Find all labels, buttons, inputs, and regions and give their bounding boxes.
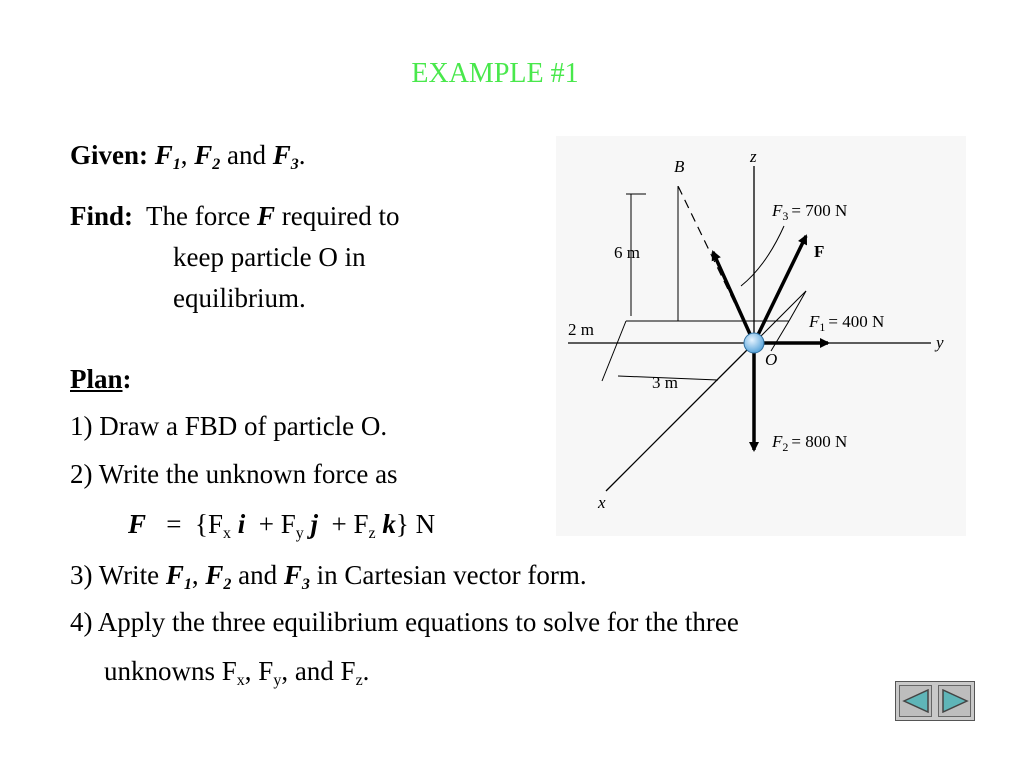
given-and: and [227,140,267,170]
given-f1: $F_1$ [154,140,181,173]
given-line: Given: $F_1$, $F_2$ and $F_3$. [70,140,306,173]
previous-slide-button[interactable] [899,685,932,717]
label-f2: $F_2 = 800$ N [772,432,848,454]
force-equation: F = {$F_x$ $i + F_y$ $j + F_z$ k} N [128,509,436,542]
construction-line [602,321,626,381]
label-o: O [765,350,778,369]
slide-navigation [895,681,975,721]
label-f: F [814,242,825,261]
plan-heading: Plan: [70,364,132,394]
triangle-right-icon [941,689,969,713]
label-z: z [750,147,757,166]
plan-step-2: 2) Write the unknown force as [70,459,398,489]
plan-step-4-line-2: unknowns $F_x$, $F_y$, and $F_z$. [104,656,370,689]
label-6m: 6 m [614,243,640,262]
given-f2: $F_2$ [194,140,221,173]
find-line-1: Find: The force F required to [70,201,400,231]
label-b: B [674,157,685,176]
plan-step-4-line-1: 4) Apply the three equilibrium equations to solve for the three [70,607,739,637]
plan-step-1: 1) Draw a FBD of particle O. [70,411,388,441]
force-f-arrow [754,236,806,343]
triangle-left-icon [902,689,930,713]
given-f3: $F_3$ [272,140,299,173]
label-x: x [598,493,606,512]
find-line-3: equilibrium. [173,283,306,313]
plan-step-3: 3) Write $F_1$, $F_2$ and $F_3$ in Cartesian vector form. [70,560,587,593]
label-2m: 2 m [568,320,594,339]
given-label: Given: [70,140,148,170]
label-3m: 3 m [652,373,678,392]
label-y: y [936,333,944,352]
construction-line [771,321,789,351]
x-axis [606,343,754,491]
next-slide-button[interactable] [938,685,971,717]
slide-title: EXAMPLE #1 [411,58,579,89]
force-f3-arrow [713,252,754,343]
label-f3: $F_3 = 700$ N [772,201,848,223]
force-diagram [556,136,966,536]
find-label: Find: [70,201,134,231]
particle-o [744,333,764,353]
label-f1: $F_1 = 400$ N [809,312,885,334]
f3-leader [741,226,784,286]
find-force-symbol: F [256,201,275,231]
find-line-2: keep particle O in [173,242,366,272]
